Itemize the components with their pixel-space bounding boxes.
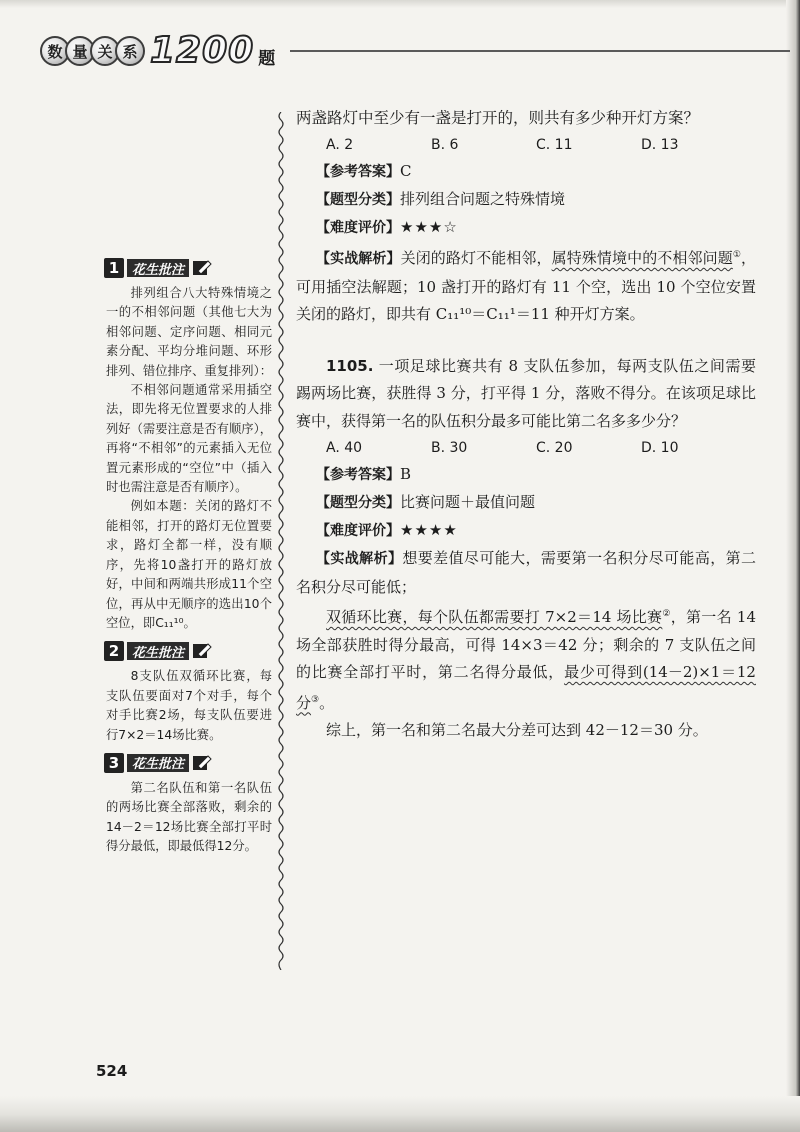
wavy-divider: [276, 112, 286, 970]
note-header: [104, 641, 274, 661]
difficulty-label: 【难度评价】: [316, 220, 400, 236]
analysis-text: 想要差值尽可能大，需要第一名积分尽可能高，第二名积分尽可能低；: [296, 549, 756, 596]
note-paragraph: 第二名队伍和第一名队伍的两场比赛全部落败，剩余的14－2＝12场比赛全部打平时得分最低，即最低得12分。: [106, 780, 272, 854]
pencil-note-icon: [192, 642, 212, 660]
q1105-type: [296, 489, 756, 517]
note-header: [104, 258, 274, 278]
difficulty-label: 【难度评价】: [316, 523, 400, 539]
analysis-highlight: 最少可得到(14－2)×1＝12 分: [296, 663, 756, 712]
difficulty-stars: ★★★☆: [400, 218, 458, 236]
type-value: 比赛问题＋最值问题: [400, 493, 536, 511]
note-1: [104, 258, 274, 633]
analysis-highlight: 双循环比赛，每个队伍都需要打 7×2＝14 场比赛: [326, 608, 663, 626]
note-paragraph: 8支队伍双循环比赛，每支队伍要面对7个对手，每个对手比赛2场，每支队伍要进行7×2＝14场比赛。: [106, 669, 272, 742]
note-paragraph: 排列组合八大特殊情境之一的不相邻问题（其他七大为相邻问题、定序问题、相同元素分配、平均分堆问题、环形排列、错位排序、重复排列）：: [106, 286, 273, 378]
note-3: [104, 753, 274, 857]
analysis-text: ，第一名 14 场全部获胜时得分最高，可得 14×3＝42 分；剩余的 7 支队伍之间的比赛全部打平时，第二名得分最低，: [296, 608, 756, 681]
type-label: 【题型分类】: [316, 495, 400, 511]
note-number: 1: [104, 258, 124, 278]
option: B. 30: [431, 440, 468, 456]
book-title: [40, 30, 276, 71]
scan-edge-right: [786, 0, 800, 1132]
answer-value: C: [400, 162, 412, 180]
q1104-stem-tail: 两盏路灯中至少有一盏是打开的，则共有多少种开灯方案？: [296, 109, 700, 127]
note-number: 3: [104, 753, 124, 773]
q1104-answer: [296, 158, 756, 186]
title-bubble: 系: [115, 36, 145, 66]
analysis-text: 。: [319, 693, 335, 712]
analysis-highlight: 属特殊情境中的不相邻问题: [551, 249, 733, 267]
answer-label: 【参考答案】: [316, 467, 400, 483]
option: D. 10: [641, 440, 679, 456]
analysis-text: 关闭的路灯不能相邻，: [400, 249, 552, 267]
note-title: 花生批注: [127, 259, 189, 277]
q1105-difficulty: [296, 517, 756, 545]
type-label: 【题型分类】: [316, 192, 400, 208]
note-number: 2: [104, 641, 124, 661]
q1105-options: [296, 435, 756, 461]
sidebar-notes: [104, 258, 274, 865]
q1104-options: [296, 132, 756, 158]
analysis-text: ，可用插空法解题；10 盏打开的路灯有 11 个空，选出 10 个空位安置关闭的路灯，即共有 C₁₁¹⁰＝C₁₁¹＝11 种开灯方案。: [296, 249, 756, 323]
title-bubble: 数: [40, 36, 70, 66]
pencil-note-icon: [192, 259, 212, 277]
page-number: 524: [96, 1062, 128, 1080]
q1105-answer: [296, 461, 756, 489]
q1105-analysis-2: [296, 601, 756, 717]
scan-edge-bottom: [0, 1096, 800, 1132]
pencil-note-icon: [192, 754, 212, 772]
question-text: 一项足球比赛共有 8 支队伍参加，每两支队伍之间需要踢两场比赛，获胜得 3 分，打平得 1 分，落败不得分。在该项足球比赛中，获得第一名的队伍积分最多可能比第二名多多少分？: [296, 356, 756, 430]
option: C. 11: [536, 137, 573, 153]
note-title: 花生批注: [127, 642, 189, 660]
title-bubble: 量: [65, 36, 95, 66]
note-title: 花生批注: [127, 754, 189, 772]
option: A. 2: [326, 137, 354, 153]
note-paragraph: 不相邻问题通常采用插空法，即先将无位置要求的人排列好（需要注意是否有顺序），再将“不相邻”的元素插入无位置元素形成的“空位”中（插入时也需注意是否有顺序）。: [106, 383, 273, 495]
note-marker: ①: [732, 250, 741, 260]
note-body: [104, 284, 274, 633]
option: B. 6: [431, 137, 459, 153]
q1105-stem: [296, 353, 756, 436]
q1105-analysis-1: [296, 545, 756, 601]
title-suffix: 题: [258, 48, 276, 69]
note-paragraph: 例如本题：关闭的路灯不能相邻，打开的路灯无位置要求，路灯全都一样，没有顺序，先将10盏打开的路灯放好，中间和两端共形成11个空位，再从中无顺序的选出10个空位，即C₁₁¹⁰。: [106, 499, 272, 630]
header-rule: [290, 50, 790, 52]
title-bubble: 关: [90, 36, 120, 66]
q1104-type: [296, 186, 756, 214]
answer-value: B: [400, 465, 412, 483]
option: D. 13: [641, 137, 679, 153]
option: A. 40: [326, 440, 363, 456]
answer-label: 【参考答案】: [316, 164, 400, 180]
note-marker: ②: [662, 609, 671, 619]
q1105-conclusion: 综上，第一名和第二名最大分差可达到 42－12＝30 分。: [326, 721, 708, 739]
analysis-label: 【实战解析】: [316, 251, 401, 267]
q1104-analysis: [296, 242, 756, 329]
title-number: 1200: [150, 30, 255, 71]
note-marker: ③: [311, 694, 320, 705]
note-header: [104, 753, 274, 773]
question-number: 1105.: [326, 356, 374, 375]
main-column: [296, 104, 756, 745]
note-body: [104, 779, 274, 857]
note-2: [104, 641, 274, 745]
q1104-difficulty: [296, 214, 756, 242]
scan-edge-top: [0, 0, 800, 8]
type-value: 排列组合问题之特殊情境: [400, 190, 566, 208]
note-body: [104, 667, 274, 745]
difficulty-stars: ★★★★: [400, 521, 458, 539]
analysis-label: 【实战解析】: [316, 551, 403, 567]
option: C. 20: [536, 440, 573, 456]
